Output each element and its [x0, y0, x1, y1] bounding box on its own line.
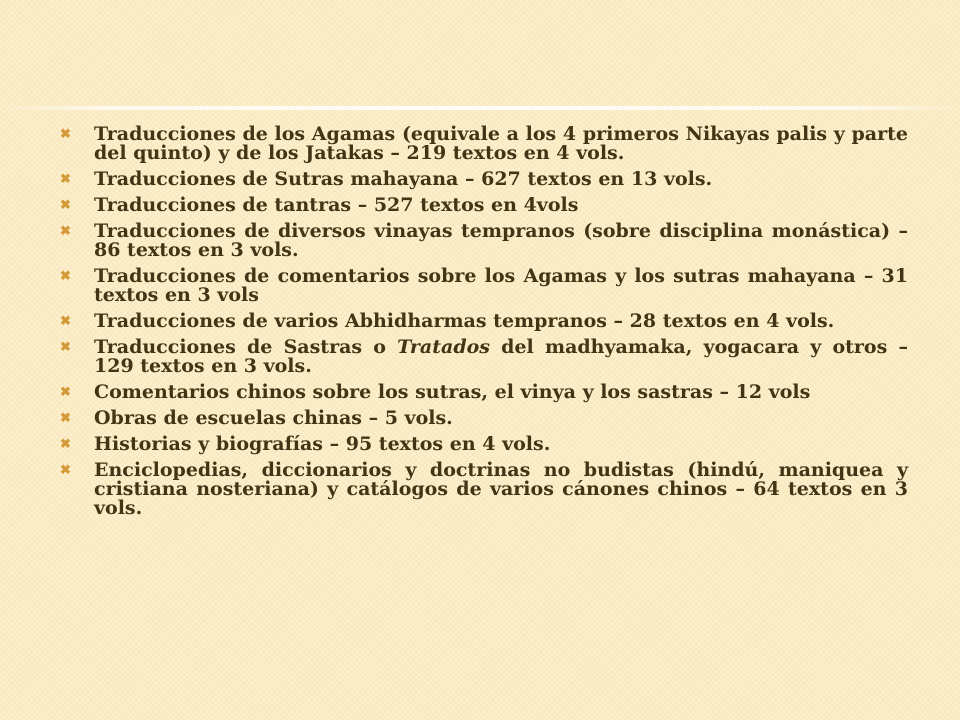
list-item-text	[94, 336, 908, 377]
list-item-text-italic: Tratados	[397, 336, 490, 358]
list-item	[60, 383, 908, 402]
list-item-text: Comentarios chinos sobre los sutras, el vinya y los sastras – 12 vols	[94, 381, 811, 403]
list-item	[60, 461, 908, 518]
x-mark-icon: ✖	[60, 198, 71, 213]
x-mark-icon: ✖	[60, 314, 71, 329]
x-mark-icon: ✖	[60, 437, 71, 452]
list-item-text: Traducciones de varios Abhidharmas tempranos – 28 textos en 4 vols.	[94, 310, 835, 332]
list-item	[60, 435, 908, 454]
list-item-text: Traducciones de tantras – 527 textos en 4vols	[94, 194, 579, 216]
list-item	[60, 409, 908, 428]
x-mark-icon: ✖	[60, 127, 71, 142]
list-item-text-after: del madhyamaka, yogacara y otros – 129 textos en 3 vols.	[94, 336, 908, 377]
list-item	[60, 196, 908, 215]
x-mark-icon: ✖	[60, 411, 71, 426]
x-mark-icon: ✖	[60, 385, 71, 400]
bullet-list	[60, 125, 908, 518]
list-item	[60, 222, 908, 260]
x-mark-icon: ✖	[60, 463, 71, 478]
list-item-text: Traducciones de comentarios sobre los Agamas y los sutras mahayana – 31 textos en 3 vols	[94, 265, 908, 306]
x-mark-icon: ✖	[60, 269, 71, 284]
list-item-text: Enciclopedias, diccionarios y doctrinas no budistas (hindú, maniquea y cristiana nosteriana) y catálogos de varios cánones chinos – 64 textos en 3 vols.	[94, 459, 908, 519]
list-item-text-before: Traducciones de Sastras o	[94, 336, 398, 358]
x-mark-icon: ✖	[60, 172, 71, 187]
list-item	[60, 312, 908, 331]
list-item	[60, 170, 908, 189]
list-item-text: Traducciones de diversos vinayas tempranos (sobre disciplina monástica) – 86 textos en 3 vols.	[94, 220, 908, 261]
x-mark-icon: ✖	[60, 224, 71, 239]
decorative-rule	[0, 106, 960, 110]
slide-content	[60, 125, 908, 525]
list-item	[60, 267, 908, 305]
list-item-text: Traducciones de Sutras mahayana – 627 textos en 13 vols.	[94, 168, 713, 190]
list-item-text: Obras de escuelas chinas – 5 vols.	[94, 407, 453, 429]
list-item	[60, 338, 908, 376]
list-item-text: Traducciones de los Agamas (equivale a los 4 primeros Nikayas palis y parte del quinto) y de los Jatakas – 219 textos en 4 vols.	[94, 123, 908, 164]
list-item-text: Historias y biografías – 95 textos en 4 vols.	[94, 433, 551, 455]
x-mark-icon: ✖	[60, 340, 71, 355]
list-item	[60, 125, 908, 163]
